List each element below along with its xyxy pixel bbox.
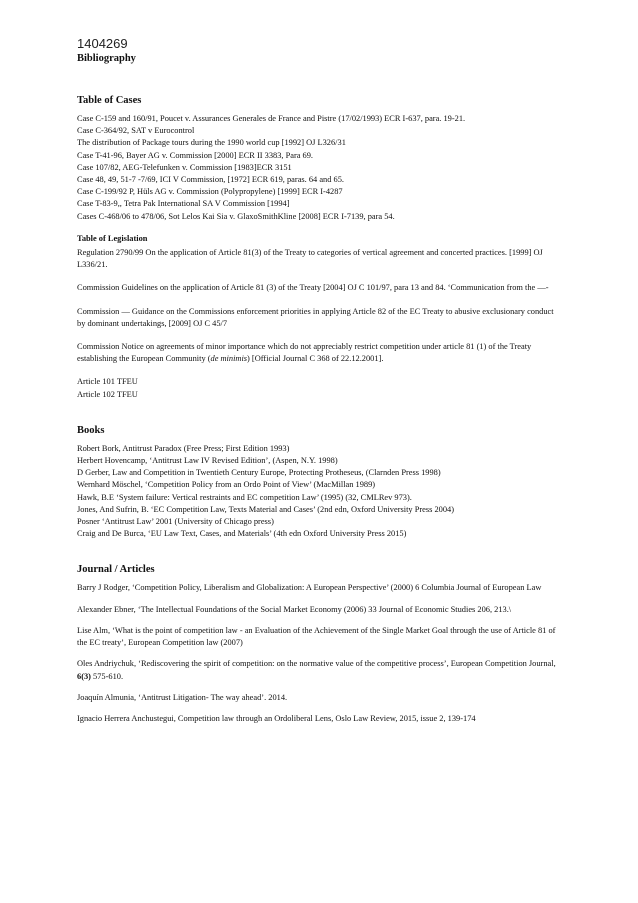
document-title: Bibliography: [77, 53, 136, 64]
document-id: 1404269: [77, 36, 128, 51]
journals-list: [77, 582, 563, 725]
journal-volume: 6(3): [77, 671, 91, 681]
section-heading-books: Books: [77, 424, 105, 436]
legislation-regulation: Regulation 2790/99 On the application of Article 81(3) of the Treaty to categories of vertical agreement and concerted practices. [1999] OJ L336/21.: [77, 248, 543, 270]
case-item: Cases C-468/06 to 478/06, Sot Lelos Kai Sia v. GlaxoSmithKline [2008] ECR I-7139, para 54.: [77, 211, 395, 221]
notice-text-start: Commission Notice on agreements of minor importance which do not appreciably restrict competition under article 81 (1) of the Treaty establishing the European Community (: [77, 342, 532, 364]
notice-text-end: ) [Official Journal C 368 of 22.12.2001].: [247, 354, 384, 364]
legislation-article-102: Article 102 TFEU: [77, 389, 138, 399]
section-heading-journals: Journal / Articles: [77, 564, 155, 576]
book-item: Robert Bork, Antitrust Paradox (Free Press; First Edition 1993): [77, 443, 290, 453]
book-item: Posner ‘Antitrust Law’ 2001 (University of Chicago press): [77, 517, 274, 527]
journal-text-start: Oles Andriychuk, ‘Rediscovering the spirit of competition: on the normative value of the competitive process’, European Competition Journal,: [77, 659, 556, 669]
books-list: [77, 443, 563, 541]
book-item: D Gerber, Law and Competition in Twentieth Century Europe, Protecting Protheseus, (Clarnden Press 1998): [77, 468, 441, 478]
case-item: Case C-199/92 P, Hüls AG v. Commission (Polypropylene) [1999] ECR I-4287: [77, 187, 343, 197]
legislation-guidelines: Commission Guidelines on the application of Article 81 (3) of the Treaty [2004] OJ C 101/97, para 13 and 84. ‘Communication from the —-: [77, 283, 549, 293]
legislation-guidance: Commission — Guidance on the Commissions enforcement priorities in applying Article 82 of the EC Treaty to abusive exclusionary conduct by dominant undertakings, [2009] OJ C 45/7: [77, 306, 554, 328]
journal-item: Alexander Ebner, ‘The Intellectual Foundations of the Social Market Economy (2006) 33 Journal of Economic Studies 206, 213.\: [77, 604, 512, 614]
journal-item: Joaquín Almunia, ‘Antitrust Litigation- The way ahead’. 2014.: [77, 692, 288, 702]
section-heading-legislation: Table of Legislation: [77, 233, 148, 243]
case-item: Case 48, 49, 51-7 -7/69, ICI V Commission, [1972] ECR 619, paras. 64 and 65.: [77, 175, 344, 185]
book-item: Wernhard Möschel, ‘Competition Policy from an Ordo Point of View’ (MacMillan 1989): [77, 480, 376, 490]
journal-item: Ignacio Herrera Anchustegui, Competition law through an Ordoliberal Lens, Oslo Law Review, 2015, issue 2, 139-174: [77, 713, 476, 723]
case-item: Case T-41-96, Bayer AG v. Commission [2000] ECR II 3383, Para 69.: [77, 150, 314, 160]
case-item: The distribution of Package tours during the 1990 world cup [1992] OJ L326/31: [77, 138, 346, 148]
notice-text-italic: de minimis: [210, 354, 248, 364]
book-item: Herbert Hovencamp, ‘Antitrust Law IV Revised Edition’, (Aspen, N.Y. 1998): [77, 456, 338, 466]
journal-item: Barry J Rodger, ‘Competition Policy, Liberalism and Globalization: A European Perspective’ (2000) 6 Columbia Journal of European Law: [77, 583, 542, 593]
case-item: Case 107/82, AEG-Telefunken v. Commission [1983]ECR 3151: [77, 162, 292, 172]
journal-text-end: 575-610.: [90, 671, 124, 681]
case-item: Case T-83-9,, Tetra Pak International SA V Commission [1994]: [77, 199, 290, 209]
case-item: Case C-364/92, SAT v Eurocontrol: [77, 126, 195, 136]
legislation-notice: [77, 341, 563, 365]
journal-item: Lise Alm, ‘What is the point of competition law - an Evaluation of the Achievement of the Single Market Goal through the use of Article 81 of the EC treaty’, European Competition law (2007): [77, 625, 556, 648]
book-item: Jones, And Sufrin, B. ‘EC Competition Law, Texts Material and Cases’ (2nd edn, Oxford University Press 2004): [77, 504, 455, 514]
section-heading-cases: Table of Cases: [77, 95, 142, 106]
document-body: [77, 94, 563, 725]
book-item: Hawk, B.E ‘System failure: Vertical restraints and EC competition Law’ (1995) (32, CMLRev 973).: [77, 492, 412, 502]
case-item: Case C-159 and 160/91, Poucet v. Assurances Generales de France and Pistre (17/02/1993) ECR I-637, para. 19-21.: [77, 114, 466, 123]
legislation-article-101: Article 101 TFEU: [77, 377, 138, 387]
cases-list: [77, 113, 563, 223]
journal-item: [77, 658, 563, 682]
book-item: Craig and De Burca, ‘EU Law Text, Cases, and Materials’ (4th edn Oxford University Press 2015): [77, 529, 407, 539]
